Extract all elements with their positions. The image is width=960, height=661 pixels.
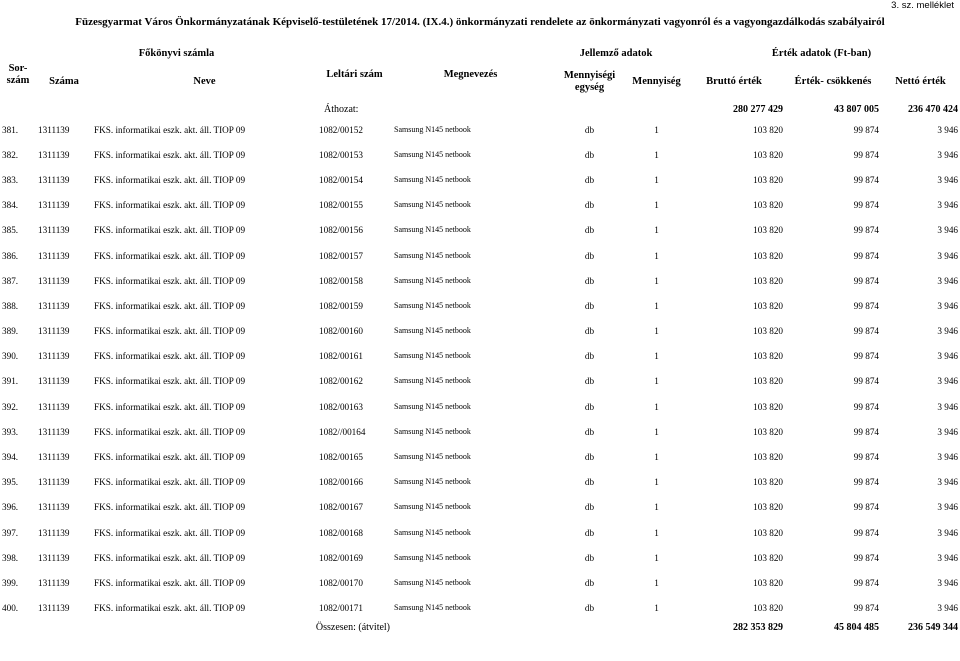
header-neve: Neve <box>193 76 216 87</box>
row-brutto-ertek: 103 820 <box>753 250 784 261</box>
row-mennyisegi-egyseg: db <box>584 275 595 286</box>
row-mennyiseg: 1 <box>654 225 659 236</box>
row-mennyiseg: 1 <box>654 452 659 463</box>
row-sorszam: 399. <box>2 577 19 588</box>
row-leltari-szam: 1082/00162 <box>319 376 363 387</box>
row-leltari-szam: 1082/00160 <box>319 326 363 337</box>
row-ertekcsokkenes: 99 874 <box>853 401 880 412</box>
row-megnevezes: Samsung N145 netbook <box>394 326 471 336</box>
table-row <box>0 545 960 570</box>
row-mennyiseg: 1 <box>654 200 659 211</box>
row-sorszam: 389. <box>2 326 19 337</box>
row-fokonyvi-szama: 1311139 <box>38 401 70 412</box>
row-megnevezes: Samsung N145 netbook <box>394 225 471 235</box>
row-megnevezes: Samsung N145 netbook <box>394 477 471 487</box>
row-mennyisegi-egyseg: db <box>584 200 595 211</box>
athozat-row <box>0 103 960 117</box>
row-netto-ertek: 3 946 <box>937 149 959 160</box>
row-mennyiseg: 1 <box>654 426 659 437</box>
row-fokonyvi-szama: 1311139 <box>38 275 70 286</box>
row-fokonyvi-szama: 1311139 <box>38 502 70 513</box>
row-megnevezes: Samsung N145 netbook <box>394 149 471 159</box>
row-fokonyvi-neve: FKS. informatikai eszk. akt. áll. TIOP 09 <box>94 426 246 437</box>
row-ertekcsokkenes: 99 874 <box>853 426 880 437</box>
header-netto-ertek: Nettó érték <box>895 76 946 87</box>
row-ertekcsokkenes: 99 874 <box>853 603 880 614</box>
row-ertekcsokkenes: 99 874 <box>853 502 880 513</box>
row-megnevezes: Samsung N145 netbook <box>394 250 471 260</box>
row-mennyisegi-egyseg: db <box>584 124 595 135</box>
row-megnevezes: Samsung N145 netbook <box>394 552 471 562</box>
row-leltari-szam: 1082/00157 <box>319 250 363 261</box>
row-ertekcsokkenes: 99 874 <box>853 577 880 588</box>
row-netto-ertek: 3 946 <box>937 577 959 588</box>
row-sorszam: 398. <box>2 552 19 563</box>
row-brutto-ertek: 103 820 <box>753 275 784 286</box>
row-brutto-ertek: 103 820 <box>753 351 784 362</box>
row-fokonyvi-neve: FKS. informatikai eszk. akt. áll. TIOP 09 <box>94 275 246 286</box>
row-brutto-ertek: 103 820 <box>753 300 784 311</box>
row-fokonyvi-neve: FKS. informatikai eszk. akt. áll. TIOP 09 <box>94 200 246 211</box>
header-fokonyvi-szamla: Főkönyvi számla <box>138 48 215 59</box>
osszesen-row <box>0 621 960 636</box>
row-fokonyvi-szama: 1311139 <box>38 124 70 135</box>
row-sorszam: 383. <box>2 174 19 185</box>
row-fokonyvi-szama: 1311139 <box>38 250 70 261</box>
row-ertekcsokkenes: 99 874 <box>853 326 880 337</box>
row-mennyisegi-egyseg: db <box>584 452 595 463</box>
table-row <box>0 167 960 192</box>
row-leltari-szam: 1082/00169 <box>319 552 363 563</box>
row-mennyiseg: 1 <box>654 275 659 286</box>
row-netto-ertek: 3 946 <box>937 275 959 286</box>
row-megnevezes: Samsung N145 netbook <box>394 426 471 436</box>
row-megnevezes: Samsung N145 netbook <box>394 502 471 512</box>
table-row <box>0 218 960 243</box>
table-row <box>0 520 960 545</box>
row-netto-ertek: 3 946 <box>937 477 959 488</box>
osszesen-csokkenes: 45 804 485 <box>834 622 880 634</box>
row-leltari-szam: 1082/00165 <box>319 452 363 463</box>
row-netto-ertek: 3 946 <box>937 300 959 311</box>
row-fokonyvi-szama: 1311139 <box>38 603 70 614</box>
table-row <box>0 293 960 318</box>
header-brutto-ertek: Bruttó érték <box>706 76 762 87</box>
row-megnevezes: Samsung N145 netbook <box>394 452 471 462</box>
row-leltari-szam: 1082/00155 <box>319 200 363 211</box>
row-mennyiseg: 1 <box>654 401 659 412</box>
row-mennyisegi-egyseg: db <box>584 149 595 160</box>
athozat-brutto: 280 277 429 <box>733 104 784 115</box>
table-row <box>0 142 960 167</box>
row-mennyiseg: 1 <box>654 351 659 362</box>
row-sorszam: 388. <box>2 300 19 311</box>
row-fokonyvi-szama: 1311139 <box>38 477 70 488</box>
row-leltari-szam: 1082/00163 <box>319 401 363 412</box>
row-fokonyvi-szama: 1311139 <box>38 426 70 437</box>
row-netto-ertek: 3 946 <box>937 174 959 185</box>
row-brutto-ertek: 103 820 <box>753 552 784 563</box>
table-row <box>0 470 960 495</box>
row-mennyisegi-egyseg: db <box>584 552 595 563</box>
row-brutto-ertek: 103 820 <box>753 124 784 135</box>
row-mennyiseg: 1 <box>654 250 659 261</box>
row-leltari-szam: 1082/00154 <box>319 174 363 185</box>
row-netto-ertek: 3 946 <box>937 351 959 362</box>
table-row <box>0 344 960 369</box>
row-fokonyvi-szama: 1311139 <box>38 174 70 185</box>
row-netto-ertek: 3 946 <box>937 200 959 211</box>
row-netto-ertek: 3 946 <box>937 603 959 614</box>
osszesen-label: Összesen: (átvitel) <box>315 622 391 634</box>
row-megnevezes: Samsung N145 netbook <box>394 527 471 537</box>
header-mennyisegi-egyseg: Mennyiségi egység <box>563 70 616 93</box>
row-brutto-ertek: 103 820 <box>753 200 784 211</box>
row-netto-ertek: 3 946 <box>937 426 959 437</box>
row-sorszam: 394. <box>2 452 19 463</box>
row-mennyiseg: 1 <box>654 376 659 387</box>
row-mennyiseg: 1 <box>654 124 659 135</box>
row-fokonyvi-szama: 1311139 <box>38 326 70 337</box>
row-netto-ertek: 3 946 <box>937 225 959 236</box>
row-megnevezes: Samsung N145 netbook <box>394 376 471 386</box>
row-leltari-szam: 1082/00168 <box>319 527 363 538</box>
row-brutto-ertek: 103 820 <box>753 426 784 437</box>
row-mennyisegi-egyseg: db <box>584 250 595 261</box>
row-fokonyvi-neve: FKS. informatikai eszk. akt. áll. TIOP 09 <box>94 351 246 362</box>
athozat-label: Áthozat: <box>324 104 359 115</box>
row-ertekcsokkenes: 99 874 <box>853 275 880 286</box>
row-fokonyvi-neve: FKS. informatikai eszk. akt. áll. TIOP 09 <box>94 477 246 488</box>
row-megnevezes: Samsung N145 netbook <box>394 200 471 210</box>
row-mennyiseg: 1 <box>654 577 659 588</box>
row-mennyisegi-egyseg: db <box>584 326 595 337</box>
row-brutto-ertek: 103 820 <box>753 452 784 463</box>
row-sorszam: 395. <box>2 477 19 488</box>
table-row <box>0 319 960 344</box>
row-mennyisegi-egyseg: db <box>584 527 595 538</box>
row-fokonyvi-szama: 1311139 <box>38 527 70 538</box>
row-netto-ertek: 3 946 <box>937 527 959 538</box>
row-leltari-szam: 1082/00152 <box>319 124 363 135</box>
row-netto-ertek: 3 946 <box>937 376 959 387</box>
row-mennyisegi-egyseg: db <box>584 300 595 311</box>
row-mennyiseg: 1 <box>654 502 659 513</box>
row-mennyisegi-egyseg: db <box>584 351 595 362</box>
row-sorszam: 382. <box>2 149 19 160</box>
row-mennyisegi-egyseg: db <box>584 426 595 437</box>
header-megnevezes: Megnevezés <box>443 69 498 80</box>
row-netto-ertek: 3 946 <box>937 452 959 463</box>
row-sorszam: 396. <box>2 502 19 513</box>
row-brutto-ertek: 103 820 <box>753 376 784 387</box>
header-leltari-szam: Leltári szám <box>326 69 383 80</box>
row-mennyisegi-egyseg: db <box>584 376 595 387</box>
row-mennyisegi-egyseg: db <box>584 477 595 488</box>
table-row <box>0 419 960 444</box>
row-netto-ertek: 3 946 <box>937 502 959 513</box>
row-brutto-ertek: 103 820 <box>753 174 784 185</box>
row-fokonyvi-neve: FKS. informatikai eszk. akt. áll. TIOP 09 <box>94 225 246 236</box>
row-netto-ertek: 3 946 <box>937 124 959 135</box>
table-row <box>0 117 960 142</box>
document-title: Füzesgyarmat Város Önkormányzatának Képviselő-testületének 17/2014. (IX.4.) önkormányzati rendelete az önkormányzati vagyonról és a vagyongazdálkodás szabályairól <box>75 16 885 28</box>
row-ertekcsokkenes: 99 874 <box>853 225 880 236</box>
row-leltari-szam: 1082/00166 <box>319 477 363 488</box>
row-leltari-szam: 1082/00153 <box>319 149 363 160</box>
table-row <box>0 495 960 520</box>
row-sorszam: 393. <box>2 426 19 437</box>
row-fokonyvi-neve: FKS. informatikai eszk. akt. áll. TIOP 09 <box>94 527 246 538</box>
row-fokonyvi-neve: FKS. informatikai eszk. akt. áll. TIOP 09 <box>94 326 246 337</box>
row-sorszam: 390. <box>2 351 19 362</box>
row-brutto-ertek: 103 820 <box>753 401 784 412</box>
row-sorszam: 384. <box>2 200 19 211</box>
row-megnevezes: Samsung N145 netbook <box>394 174 471 184</box>
athozat-netto: 236 470 424 <box>908 104 959 115</box>
row-leltari-szam: 1082//00164 <box>319 426 366 437</box>
row-megnevezes: Samsung N145 netbook <box>394 124 471 134</box>
row-sorszam: 385. <box>2 225 19 236</box>
table-row <box>0 268 960 293</box>
row-fokonyvi-szama: 1311139 <box>38 300 70 311</box>
row-ertekcsokkenes: 99 874 <box>853 552 880 563</box>
row-fokonyvi-neve: FKS. informatikai eszk. akt. áll. TIOP 09 <box>94 552 246 563</box>
asset-table <box>0 47 960 636</box>
header-szama: Száma <box>49 76 79 87</box>
row-fokonyvi-szama: 1311139 <box>38 577 70 588</box>
row-mennyiseg: 1 <box>654 149 659 160</box>
row-mennyisegi-egyseg: db <box>584 502 595 513</box>
row-fokonyvi-neve: FKS. informatikai eszk. akt. áll. TIOP 09 <box>94 376 246 387</box>
osszesen-netto: 236 549 344 <box>908 622 959 634</box>
row-brutto-ertek: 103 820 <box>753 225 784 236</box>
row-fokonyvi-szama: 1311139 <box>38 149 70 160</box>
row-mennyiseg: 1 <box>654 300 659 311</box>
osszesen-brutto: 282 353 829 <box>733 622 784 634</box>
row-sorszam: 381. <box>2 124 19 135</box>
row-fokonyvi-neve: FKS. informatikai eszk. akt. áll. TIOP 09 <box>94 149 246 160</box>
row-fokonyvi-neve: FKS. informatikai eszk. akt. áll. TIOP 09 <box>94 174 246 185</box>
table-row <box>0 570 960 595</box>
row-mennyisegi-egyseg: db <box>584 401 595 412</box>
row-mennyiseg: 1 <box>654 603 659 614</box>
row-netto-ertek: 3 946 <box>937 250 959 261</box>
row-fokonyvi-szama: 1311139 <box>38 452 70 463</box>
row-brutto-ertek: 103 820 <box>753 326 784 337</box>
row-leltari-szam: 1082/00167 <box>319 502 363 513</box>
row-brutto-ertek: 103 820 <box>753 577 784 588</box>
row-ertekcsokkenes: 99 874 <box>853 527 880 538</box>
row-mennyiseg: 1 <box>654 326 659 337</box>
row-mennyiseg: 1 <box>654 552 659 563</box>
header-ertek-adatok: Érték adatok (Ft-ban) <box>771 48 872 59</box>
row-leltari-szam: 1082/00158 <box>319 275 363 286</box>
row-brutto-ertek: 103 820 <box>753 502 784 513</box>
row-fokonyvi-neve: FKS. informatikai eszk. akt. áll. TIOP 09 <box>94 577 246 588</box>
row-fokonyvi-neve: FKS. informatikai eszk. akt. áll. TIOP 09 <box>94 603 246 614</box>
row-ertekcsokkenes: 99 874 <box>853 200 880 211</box>
row-fokonyvi-neve: FKS. informatikai eszk. akt. áll. TIOP 09 <box>94 124 246 135</box>
row-ertekcsokkenes: 99 874 <box>853 149 880 160</box>
row-mennyiseg: 1 <box>654 527 659 538</box>
row-mennyisegi-egyseg: db <box>584 603 595 614</box>
row-leltari-szam: 1082/00170 <box>319 577 363 588</box>
table-row <box>0 193 960 218</box>
row-sorszam: 386. <box>2 250 19 261</box>
row-sorszam: 397. <box>2 527 19 538</box>
row-netto-ertek: 3 946 <box>937 326 959 337</box>
row-fokonyvi-szama: 1311139 <box>38 376 70 387</box>
row-sorszam: 387. <box>2 275 19 286</box>
row-fokonyvi-neve: FKS. informatikai eszk. akt. áll. TIOP 09 <box>94 250 246 261</box>
row-leltari-szam: 1082/00156 <box>319 225 363 236</box>
row-fokonyvi-neve: FKS. informatikai eszk. akt. áll. TIOP 09 <box>94 300 246 311</box>
row-megnevezes: Samsung N145 netbook <box>394 603 471 613</box>
row-sorszam: 400. <box>2 603 19 614</box>
row-netto-ertek: 3 946 <box>937 552 959 563</box>
row-sorszam: 392. <box>2 401 19 412</box>
row-mennyisegi-egyseg: db <box>584 225 595 236</box>
row-ertekcsokkenes: 99 874 <box>853 300 880 311</box>
row-brutto-ertek: 103 820 <box>753 527 784 538</box>
row-fokonyvi-szama: 1311139 <box>38 552 70 563</box>
row-megnevezes: Samsung N145 netbook <box>394 401 471 411</box>
row-mennyisegi-egyseg: db <box>584 174 595 185</box>
row-ertekcsokkenes: 99 874 <box>853 124 880 135</box>
row-megnevezes: Samsung N145 netbook <box>394 275 471 285</box>
table-row <box>0 444 960 469</box>
row-ertekcsokkenes: 99 874 <box>853 376 880 387</box>
row-fokonyvi-szama: 1311139 <box>38 200 70 211</box>
row-fokonyvi-neve: FKS. informatikai eszk. akt. áll. TIOP 09 <box>94 502 246 513</box>
table-row <box>0 369 960 394</box>
row-mennyiseg: 1 <box>654 477 659 488</box>
row-megnevezes: Samsung N145 netbook <box>394 351 471 361</box>
row-ertekcsokkenes: 99 874 <box>853 477 880 488</box>
row-ertekcsokkenes: 99 874 <box>853 351 880 362</box>
table-row <box>0 596 960 621</box>
table-row <box>0 243 960 268</box>
row-leltari-szam: 1082/00171 <box>319 603 363 614</box>
header-ertekcsokkenes: Érték- csökkenés <box>794 76 872 87</box>
row-brutto-ertek: 103 820 <box>753 149 784 160</box>
row-fokonyvi-neve: FKS. informatikai eszk. akt. áll. TIOP 09 <box>94 401 246 412</box>
header-sorszam: Sor- szám <box>6 63 30 86</box>
athozat-csokkenes: 43 807 005 <box>834 104 880 115</box>
row-sorszam: 391. <box>2 376 19 387</box>
row-fokonyvi-neve: FKS. informatikai eszk. akt. áll. TIOP 09 <box>94 452 246 463</box>
row-leltari-szam: 1082/00161 <box>319 351 363 362</box>
header-mennyiseg: Mennyiség <box>632 76 681 87</box>
row-ertekcsokkenes: 99 874 <box>853 174 880 185</box>
row-netto-ertek: 3 946 <box>937 401 959 412</box>
row-leltari-szam: 1082/00159 <box>319 300 363 311</box>
row-ertekcsokkenes: 99 874 <box>853 452 880 463</box>
annex-label: 3. sz. melléklet <box>891 0 954 11</box>
row-fokonyvi-szama: 1311139 <box>38 351 70 362</box>
row-brutto-ertek: 103 820 <box>753 477 784 488</box>
row-mennyisegi-egyseg: db <box>584 577 595 588</box>
table-row <box>0 394 960 419</box>
header-jellemzo-adatok: Jellemző adatok <box>579 48 653 59</box>
row-ertekcsokkenes: 99 874 <box>853 250 880 261</box>
row-brutto-ertek: 103 820 <box>753 603 784 614</box>
row-megnevezes: Samsung N145 netbook <box>394 577 471 587</box>
row-mennyiseg: 1 <box>654 174 659 185</box>
row-fokonyvi-szama: 1311139 <box>38 225 70 236</box>
row-megnevezes: Samsung N145 netbook <box>394 300 471 310</box>
